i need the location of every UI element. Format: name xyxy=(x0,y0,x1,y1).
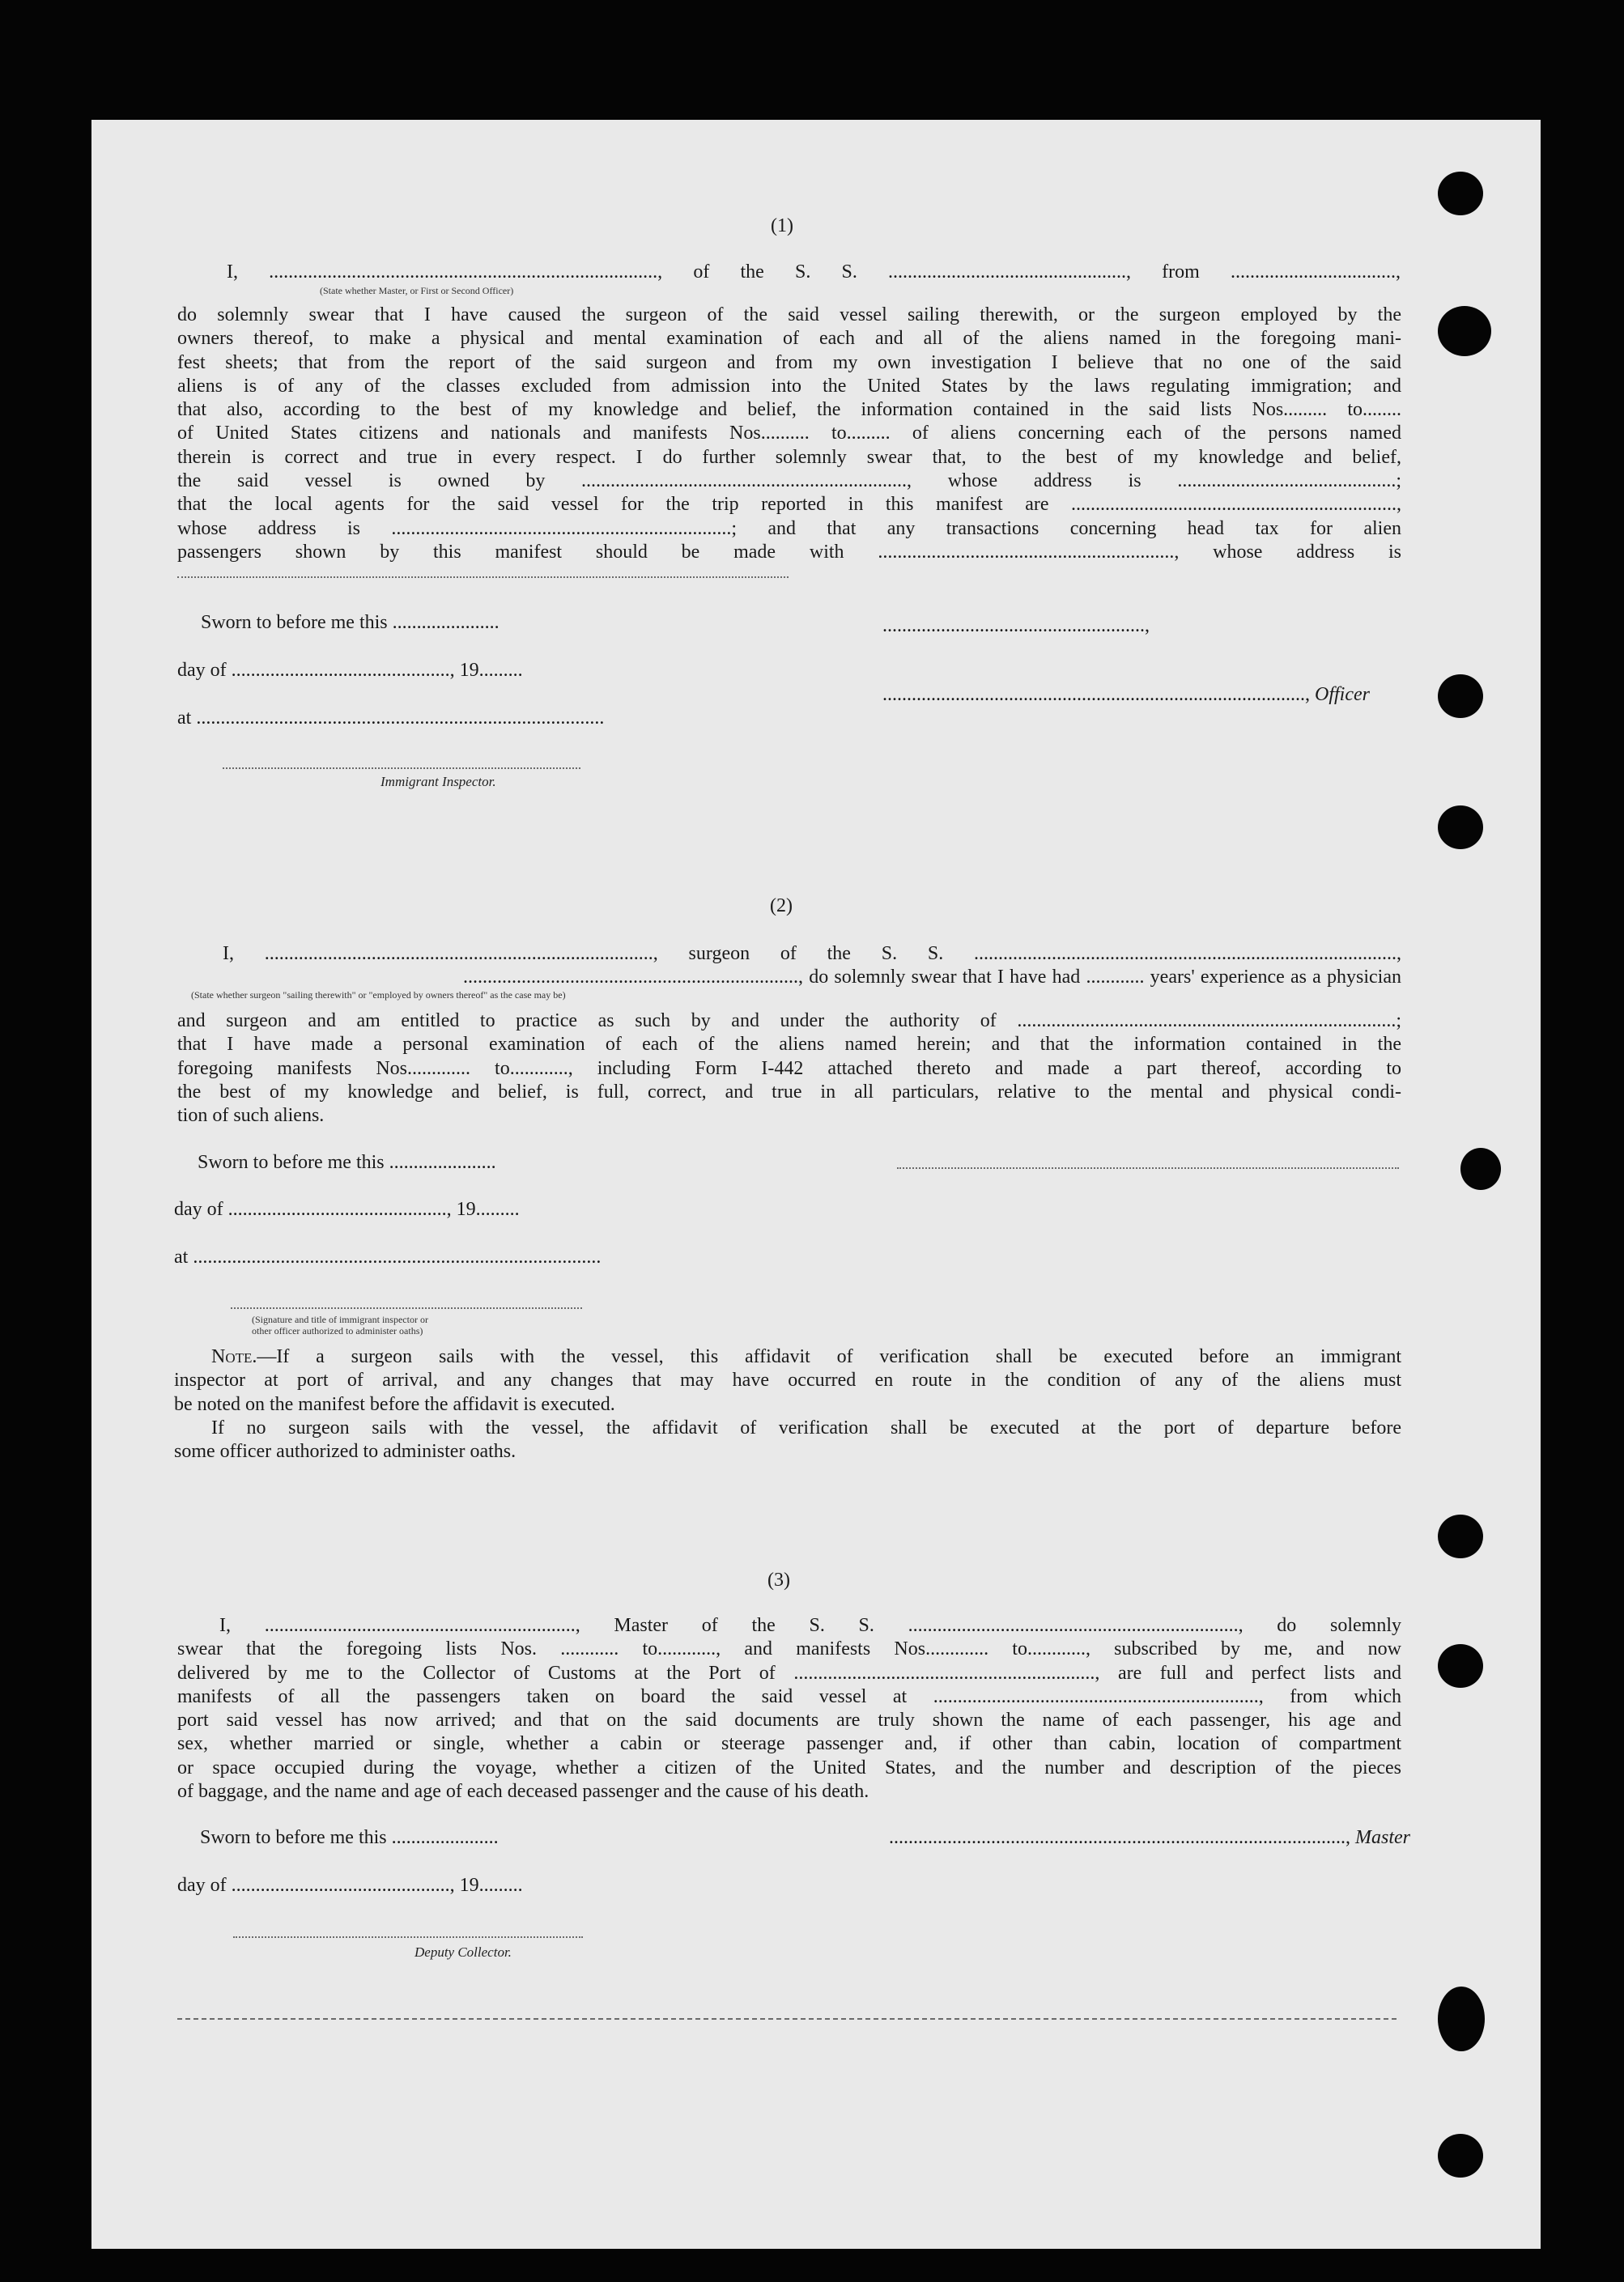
section-1-number: (1) xyxy=(771,215,793,236)
master-label: Master xyxy=(1355,1827,1410,1848)
punch-hole-icon xyxy=(1438,674,1483,718)
punch-hole-icon xyxy=(1438,2134,1483,2178)
punch-hole-icon xyxy=(1460,1148,1501,1190)
section-3-body: I, ................................................................, Master of the S. S. ...................................................................., do solemnly swear that the foregoing lists Nos. ............ to............, and manifests Nos............. to............, subscribed by me, and now delivered by me to the Collector of Customs at the Port of .............................................................., are full and perfect lists and manifests of all the passengers taken on board the said vessel at ..................................................................., from which port said vessel has now arrived; and that on the said documents are truly shown the name of each passenger, his age and sex, whether married or single, whether a cabin or steerage passenger and, if other than cabin, location of compartment or space occupied during the voyage, whether a citizen of the United States, and the number and description of the pieces of baggage, and the name and age of each deceased passenger and the cause of his death. xyxy=(177,1615,1401,1803)
punch-hole-icon xyxy=(1438,1644,1483,1688)
immigrant-inspector-label: Immigrant Inspector. xyxy=(380,774,496,789)
deputy-collector-label: Deputy Collector. xyxy=(415,1944,512,1960)
section-2-body: and surgeon and am entitled to practice as such by and under the authority of ..............................................................................; that I have made a personal examination of each of the aliens named herein; and that the information contained in the foregoing manifests Nos............. to............, including Form I-442 attached thereto and made a part thereof, according to the best of my knowledge and belief, is full, correct, and true in all particulars, relative to the mental and physical condi- tion of such aliens. xyxy=(177,1010,1401,1127)
sworn-line-3: Sworn to before me this ...................... xyxy=(200,1827,499,1848)
punch-hole-icon xyxy=(1438,805,1483,849)
signature-note-2: other officer authorized to administer oaths) xyxy=(252,1325,423,1336)
officer-label: Officer xyxy=(1315,684,1370,705)
signature-note-1: (Signature and title of immigrant inspector or xyxy=(252,1314,428,1325)
section-1-first-line: I, ................................................................................, of the S. S. ................................................., from .................................., xyxy=(227,261,1401,283)
section-2-second-line: ....................................................................., do solemnly swear that I have had ............ years' experience as a physician xyxy=(463,967,1401,988)
inspector-signature-line xyxy=(223,767,580,769)
section-2-number: (2) xyxy=(770,895,793,916)
section-1-body: do solemnly swear that I have caused the surgeon of the said vessel sailing therewith, or the surgeon employed by the owners thereof, to make a physical and mental examination of each and all of the aliens named in the foregoing mani- fest sheets; that from the report of the said surgeon and from my own investigation I believe that no one of the said aliens is of any of the classes excluded from admission into the United States by the laws regulating immigration; and that also, according to the best of my knowledge and belief, the information contained in the said lists Nos......... to........ of United States citizens and nationals and manifests Nos.......... to......... of aliens concerning each of the persons named therein is correct and true in every respect. I do further solemnly swear that, to the best of my knowledge and belief, the said vessel is owned by ..................................................................., whose address is .............................................; that the local agents for the said vessel for the trip reported in this manifest are ..................................................................., whose address is ......................................................................; and that any transactions concerning head tax for alien passengers shown by this manifest should be made with ............................................................., whose address is xyxy=(177,304,1401,563)
collector-signature-line xyxy=(233,1936,583,1938)
note-paragraph: Note.—If a surgeon sails with the vessel, this affidavit of verification shall be executed before an immigrant inspector at port of arrival, and any changes that may have occurred en route in the condition of any of the aliens must be noted on the manifest before the affidavit is executed. If no surgeon sails with the vessel, the affidavit of verification shall be executed at the port of departure before some officer authorized to administer oaths. xyxy=(174,1346,1401,1463)
witness-signature-line xyxy=(231,1307,582,1309)
note-label: Note. xyxy=(211,1346,257,1367)
at-line-2: at .................................................................................... xyxy=(174,1247,602,1268)
officer-signature-top: ......................................................, xyxy=(882,615,1150,636)
punch-hole-icon xyxy=(1438,306,1491,356)
section-1-officer-note: (State whether Master, or First or Second Officer) xyxy=(320,285,514,296)
section-2-surgeon-note: (State whether surgeon "sailing therewith" or "employed by owners thereof" as the case may be) xyxy=(191,989,566,1001)
sworn-line-1: Sworn to before me this ...................... xyxy=(201,612,500,633)
officer-signature-line: ......................................................................................., Officer xyxy=(882,684,1370,705)
surgeon-signature-line xyxy=(897,1167,1399,1169)
sworn-line-2: Sworn to before me this ...................... xyxy=(198,1152,496,1173)
day-line-3: day of ............................................., 19......... xyxy=(177,1875,523,1896)
punch-hole-icon xyxy=(1438,172,1483,215)
section-3-number: (3) xyxy=(767,1570,790,1591)
master-signature-line: .............................................................................................., Master xyxy=(889,1827,1410,1848)
section-2-first-line: I, ................................................................................, surgeon of the S. S. ......................................................................................., xyxy=(223,943,1401,964)
bottom-divider xyxy=(177,2018,1397,2020)
day-line-2: day of ............................................., 19......... xyxy=(174,1199,520,1220)
punch-hole-icon xyxy=(1438,1987,1485,2051)
address-continuation-line xyxy=(177,576,789,578)
punch-hole-icon xyxy=(1438,1515,1483,1558)
at-line-1: at .................................................................................... xyxy=(177,708,605,729)
day-line-1: day of ............................................., 19......... xyxy=(177,660,523,681)
